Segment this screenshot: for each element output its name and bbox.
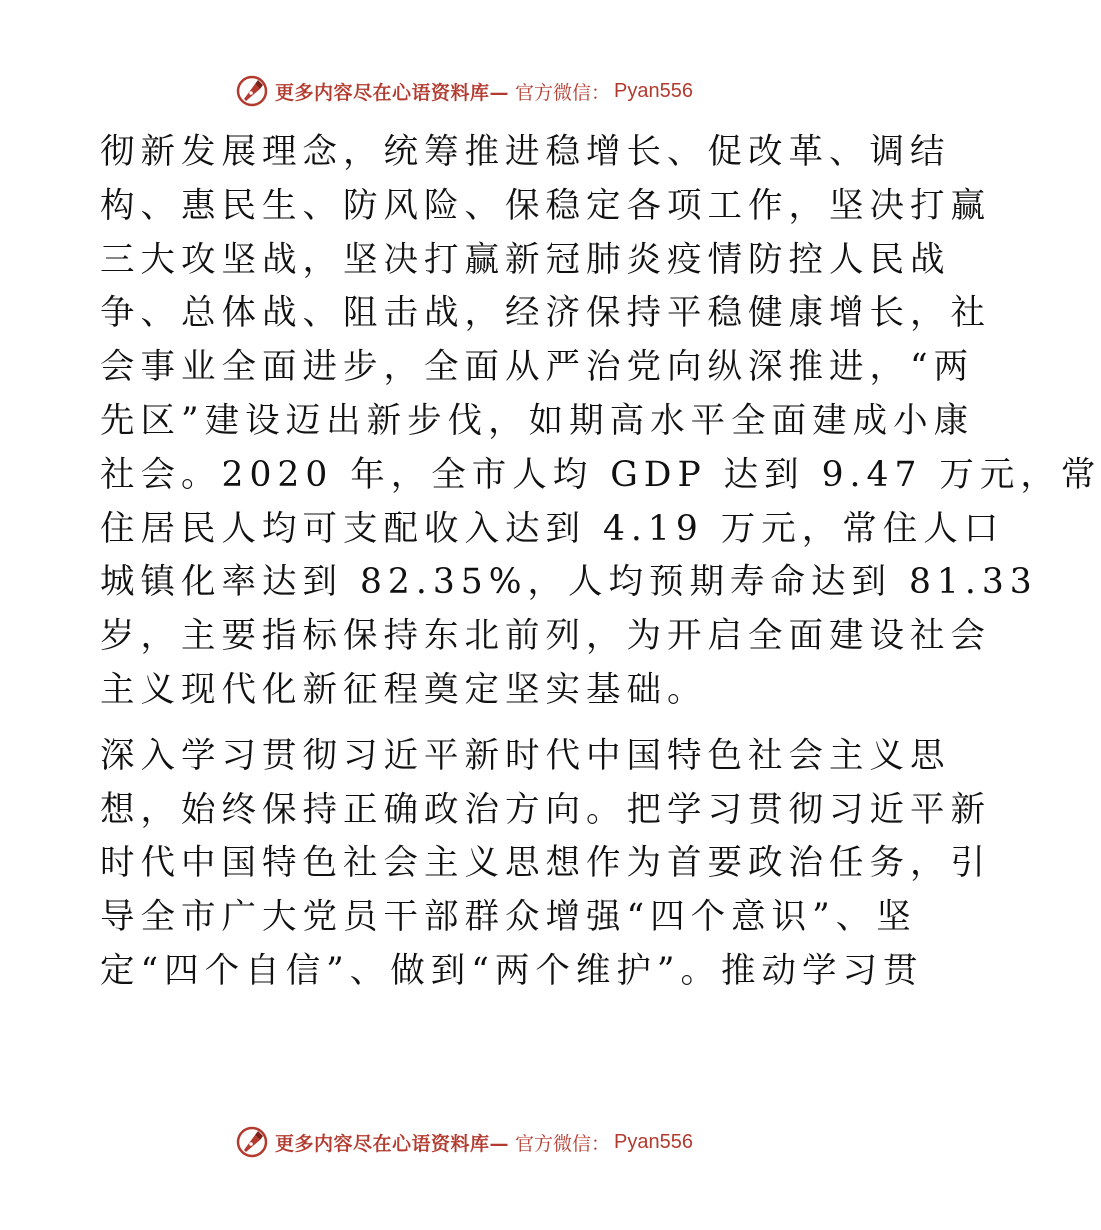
pen-nib-seal-icon	[235, 1125, 269, 1159]
header-wechat-label: 官方微信：	[515, 81, 611, 104]
pen-nib-seal-icon	[235, 74, 269, 108]
text-line: 三大攻坚战，坚决打赢新冠肺炎疫情防控人民战	[100, 239, 951, 280]
text-line: 导全市广大党员干部群众增强“四个意识”、坚	[100, 897, 917, 938]
text-line: 主义现代化新征程奠定坚实基础。	[100, 669, 708, 710]
text-line: 岁，主要指标保持东北前列，为开启全面建设社会	[100, 616, 991, 657]
text-line: 想，始终保持正确政治方向。把学习贯彻习近平新	[100, 789, 991, 830]
document-body	[100, 126, 1101, 999]
header-banner[interactable]	[235, 73, 693, 109]
text-line: 深入学习贯彻习近平新时代中国特色社会主义思	[100, 735, 951, 776]
text-line: 先区”建设迈出新步伐，如期高水平全面建成小康	[100, 400, 975, 441]
paragraph-2	[100, 730, 991, 999]
footer-wechat-label: 官方微信：	[515, 1132, 611, 1155]
text-line: 会事业全面进步，全面从严治党向纵深推进，“两	[100, 347, 975, 388]
footer-wechat-id: Pyan556	[614, 1130, 693, 1153]
text-line: 住居民人均可支配收入达到 4.19 万元，常住人口	[100, 508, 1005, 549]
text-line: 定“四个自信”、做到“两个维护”。推动学习贯	[100, 950, 924, 991]
footer-site-label: 更多内容尽在心语资料库—	[275, 1132, 510, 1155]
text-line: 时代中国特色社会主义思想作为首要政治任务，引	[100, 843, 991, 884]
paragraph-1	[100, 126, 1101, 718]
header-wechat-id: Pyan556	[614, 79, 693, 102]
text-line: 彻新发展理念，统筹推进稳增长、促改革、调结	[100, 132, 951, 172]
text-line: 构、惠民生、防风险、保稳定各项工作，坚决打赢	[100, 185, 991, 226]
footer-banner[interactable]	[235, 1124, 693, 1160]
text-line: 社会。2020 年，全市人均 GDP 达到 9.47 万元，常	[100, 454, 1101, 495]
text-line: 城镇化率达到 82.35%，人均预期寿命达到 81.33	[100, 562, 1038, 603]
text-line: 争、总体战、阻击战，经济保持平稳健康增长，社	[100, 293, 991, 334]
header-site-label: 更多内容尽在心语资料库—	[275, 81, 510, 104]
